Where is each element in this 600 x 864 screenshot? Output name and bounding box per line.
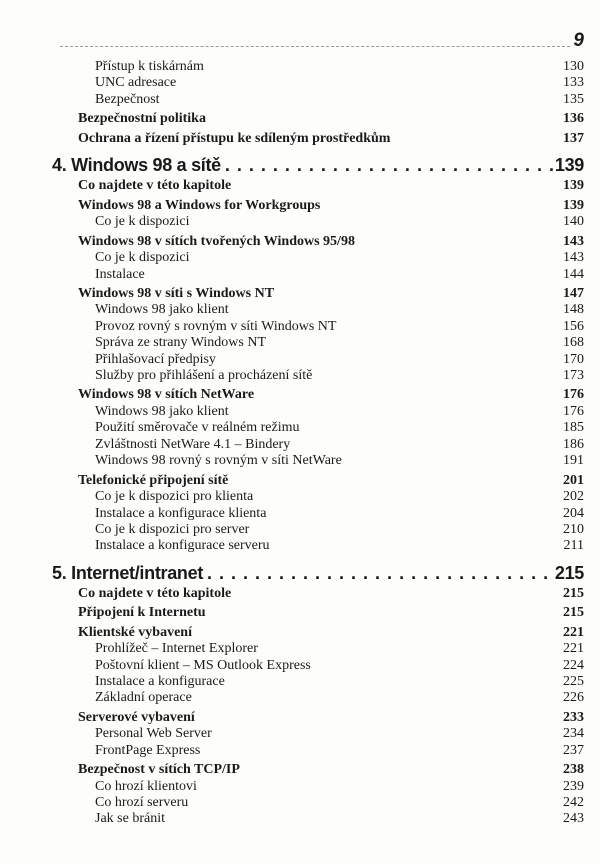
entry-title: Použití směrovače v reálném režimu (95, 420, 300, 436)
entry-page: 176 (563, 387, 584, 403)
subsection-entry (52, 302, 584, 318)
entry-page: 176 (563, 403, 584, 419)
entry-title: Zvláštnosti NetWare 4.1 – Bindery (95, 436, 291, 452)
entry-title: Serverové vybavení (78, 709, 195, 725)
entry-page: 210 (563, 521, 584, 537)
subsection-entry (52, 59, 584, 75)
entry-title: UNC adresace (95, 75, 177, 91)
entry-page: 239 (563, 778, 584, 794)
subsection-entry (52, 743, 584, 759)
entry-page: 211 (563, 538, 584, 554)
entry-page: 204 (563, 505, 584, 521)
subsection-entry (52, 522, 584, 538)
entry-page: 139 (554, 155, 584, 176)
entry-title: Instalace a konfigurace klienta (95, 505, 267, 521)
entry-page: 242 (563, 795, 584, 811)
header-rule (60, 46, 570, 47)
subsection-entry (52, 795, 584, 811)
subsection-entry (52, 506, 584, 522)
entry-page: 170 (563, 351, 584, 367)
page-number: 9 (573, 30, 584, 51)
entry-title: Bezpečnost (95, 91, 160, 107)
entry-title: 5. Internet/intranet (52, 562, 204, 583)
entry-title: Windows 98 v sítích NetWare (78, 387, 255, 403)
entry-page: 135 (563, 91, 584, 107)
subsection-entry (52, 658, 584, 674)
section-entry (52, 624, 584, 642)
subsection-entry (52, 538, 584, 554)
table-of-contents (52, 59, 584, 828)
entry-page: 136 (563, 111, 584, 127)
entry-page: 225 (563, 674, 584, 690)
subsection-entry (52, 335, 584, 351)
entry-page: 224 (563, 657, 584, 673)
entry-title: Windows 98 v sítích tvořených Windows 95/98 (78, 233, 355, 249)
entry-page: 226 (563, 690, 584, 706)
entry-page: 221 (563, 624, 584, 640)
section-entry (52, 130, 584, 148)
entry-page: 140 (563, 214, 584, 230)
entry-page: 139 (563, 178, 584, 194)
subsection-entry (52, 92, 584, 108)
entry-title: Instalace a konfigurace serveru (95, 538, 270, 554)
entry-page: 173 (563, 368, 584, 384)
entry-page: 137 (563, 130, 584, 146)
section-entry (52, 585, 584, 603)
chapter-entry (52, 562, 584, 584)
entry-title: Provoz rovný s rovným v síti Windows NT (95, 318, 337, 334)
section-entry (52, 285, 584, 303)
entry-title: Bezpečnost v sítích TCP/IP (78, 762, 240, 778)
entry-title: Přístup k tiskárnám (95, 59, 204, 74)
subsection-entry (52, 726, 584, 742)
entry-title: Správa ze strany Windows NT (95, 335, 267, 351)
subsection-entry (52, 437, 584, 453)
subsection-entry (52, 811, 584, 827)
entry-title: Přihlašovací předpisy (95, 351, 216, 367)
entry-page: 133 (563, 75, 584, 91)
entry-title: Co najdete v této kapitole (78, 178, 232, 194)
entry-page: 148 (563, 302, 584, 318)
section-entry (52, 110, 584, 128)
entry-page: 238 (563, 762, 584, 778)
entry-title: Klientské vybavení (78, 624, 192, 640)
entry-page: 233 (563, 709, 584, 725)
entry-title: Telefonické připojení sítě (78, 472, 229, 488)
entry-title: FrontPage Express (95, 742, 201, 758)
entry-title: Personal Web Server (95, 726, 212, 742)
entry-page: 143 (563, 233, 584, 249)
entry-title: Poštovní klient – MS Outlook Express (95, 657, 311, 673)
entry-page: 191 (563, 453, 584, 469)
entry-page: 243 (563, 811, 584, 827)
entry-page: 234 (563, 726, 584, 742)
entry-title: 4. Windows 98 a sítě (52, 155, 221, 176)
entry-page: 215 (563, 605, 584, 621)
subsection-entry (52, 779, 584, 795)
entry-title: Instalace a konfigurace (95, 674, 225, 690)
entry-page: 144 (563, 266, 584, 282)
entry-page: 168 (563, 335, 584, 351)
entry-title: Co je k dispozici (95, 250, 190, 266)
entry-title: Co je k dispozici pro klienta (95, 489, 254, 505)
section-entry (52, 604, 584, 622)
section-entry (52, 761, 584, 779)
entry-title: Bezpečnostní politika (78, 111, 206, 127)
entry-title: Windows 98 a Windows for Workgroups (78, 197, 321, 213)
entry-page: 201 (563, 472, 584, 488)
entry-title: Windows 98 jako klient (95, 403, 229, 419)
entry-page: 147 (563, 285, 584, 301)
chapter-entry (52, 154, 584, 176)
entry-title: Windows 98 jako klient (95, 302, 229, 318)
section-entry (52, 709, 584, 727)
entry-title: Prohlížeč – Internet Explorer (95, 641, 258, 657)
section-entry (52, 177, 584, 195)
subsection-entry (52, 214, 584, 230)
entry-page: 143 (563, 250, 584, 266)
entry-title: Co hrozí serveru (95, 795, 189, 811)
section-entry (52, 197, 584, 215)
subsection-entry (52, 267, 584, 283)
entry-page: 221 (563, 641, 584, 657)
entry-title: Připojení k Internetu (78, 605, 206, 621)
subsection-entry (52, 641, 584, 657)
subsection-entry (52, 674, 584, 690)
subsection-entry (52, 690, 584, 706)
subsection-entry (52, 250, 584, 266)
entry-title: Co je k dispozici pro server (95, 521, 250, 537)
dot-leader (221, 154, 555, 176)
entry-page: 139 (563, 197, 584, 213)
entry-title: Instalace (95, 266, 145, 282)
entry-page: 202 (563, 489, 584, 505)
subsection-entry (52, 453, 584, 469)
subsection-entry (52, 319, 584, 335)
entry-page: 186 (563, 436, 584, 452)
entry-page: 237 (563, 742, 584, 758)
subsection-entry (52, 368, 584, 384)
entry-title: Co najdete v této kapitole (78, 585, 232, 601)
subsection-entry (52, 404, 584, 420)
entry-title: Základní operace (95, 690, 192, 706)
dot-leader (203, 562, 555, 584)
entry-page: 130 (563, 59, 584, 74)
section-entry (52, 233, 584, 251)
entry-title: Windows 98 v síti s Windows NT (78, 285, 275, 301)
entry-title: Co je k dispozici (95, 214, 190, 230)
entry-page: 185 (563, 420, 584, 436)
entry-page: 215 (563, 585, 584, 601)
subsection-entry (52, 75, 584, 91)
entry-title: Ochrana a řízení přístupu ke sdíleným prostředkům (78, 130, 391, 146)
subsection-entry (52, 420, 584, 436)
entry-title: Windows 98 rovný s rovným v síti NetWare (95, 453, 342, 469)
subsection-entry (52, 352, 584, 368)
subsection-entry (52, 489, 584, 505)
section-entry (52, 386, 584, 404)
section-entry (52, 472, 584, 490)
entry-title: Jak se bránit (95, 811, 165, 827)
entry-page: 215 (554, 562, 584, 583)
entry-page: 156 (563, 318, 584, 334)
entry-title: Služby pro přihlášení a procházení sítě (95, 368, 313, 384)
entry-title: Co hrozí klientovi (95, 778, 197, 794)
